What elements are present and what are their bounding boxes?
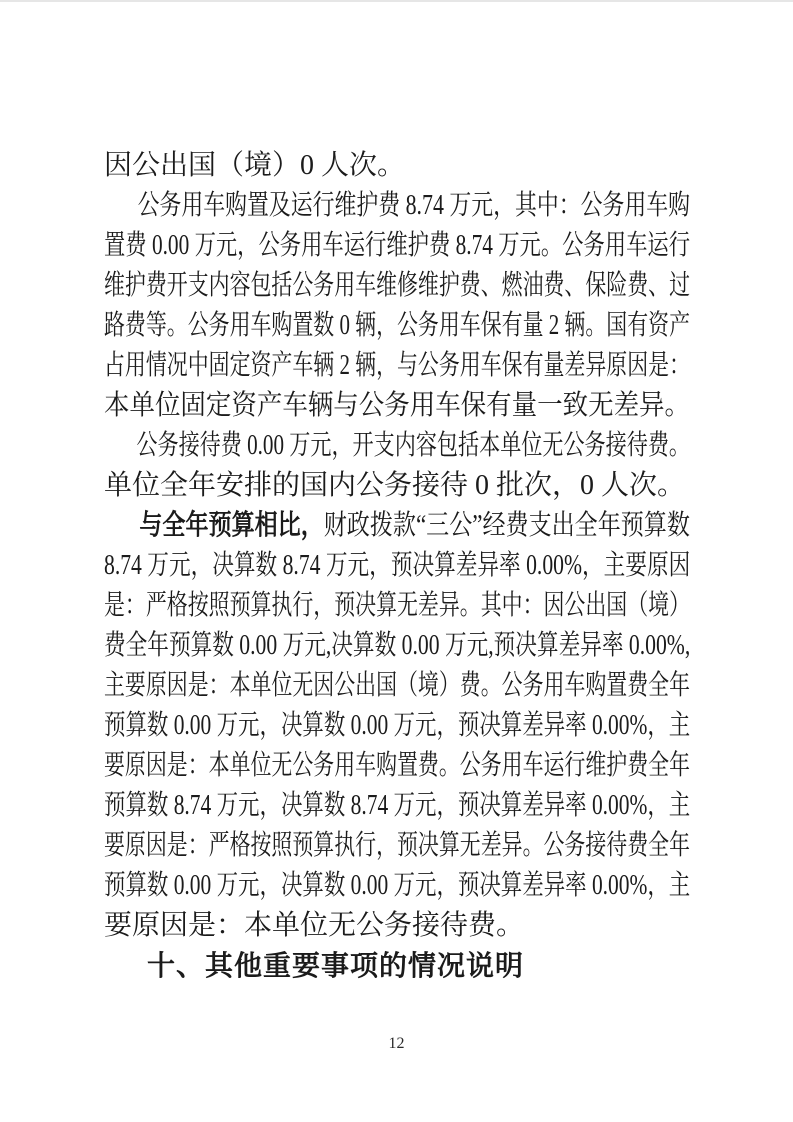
- text-line: 路费等。公务用车购置数 0 辆，公务用车保有量 2 辆。国有资产: [104, 310, 691, 341]
- text-line: 公务用车购置及运行维护费 8.74 万元，其中：公务用车购: [137, 190, 691, 221]
- text-line: 维护费开支内容包括公务用车维修维护费、燃油费、保险费、过: [104, 270, 691, 301]
- page-number: 12: [388, 1035, 405, 1052]
- text-line: 公务接待费 0.00 万元，开支内容包括本单位无公务接待费。: [136, 430, 691, 461]
- text-line: 要原因是：本单位无公务用车购置费。公务用车运行维护费全年: [104, 750, 691, 781]
- text-line: 预算数 0.00 万元，决算数 0.00 万元，预决算差异率 0.00%，主: [104, 710, 691, 741]
- text-line: 与全年预算相比，财政拨款“三公”经费支出全年预算数: [139, 510, 690, 541]
- text-line: 费全年预算数 0.00 万元,决算数 0.00 万元,预决算差异率 0.00%,: [104, 630, 691, 661]
- text-line: 占用情况中固定资产车辆 2 辆，与公务用车保有量差异原因是：: [104, 350, 691, 381]
- text-line: 要原因是：严格按照预算执行，预决算无差异。公务接待费全年: [104, 830, 691, 861]
- scan-edge-line: [0, 0, 793, 2]
- text-line: 要原因是：本单位无公务接待费。: [104, 910, 525, 941]
- text-line: 是：严格按照预算执行，预决算无差异。其中：因公出国（境）: [104, 590, 691, 621]
- document-body: [104, 146, 690, 986]
- text-line: 主要原因是：本单位无因公出国（境）费。公务用车购置费全年: [104, 670, 691, 701]
- text-line: 预算数 8.74 万元，决算数 8.74 万元，预决算差异率 0.00%，主: [104, 790, 691, 821]
- text-line: 8.74 万元，决算数 8.74 万元，预决算差异率 0.00%，主要原因: [104, 550, 691, 581]
- text-line: 单位全年安排的国内公务接待 0 批次，0 人次。: [104, 470, 686, 501]
- text-line: 本单位固定资产车辆与公务用车保有量一致无差异。: [104, 390, 691, 421]
- text-line: 预算数 0.00 万元，决算数 0.00 万元，预决算差异率 0.00%，主: [104, 870, 691, 901]
- text-line: 因公出国（境）0 人次。: [104, 150, 406, 181]
- bold-lead-text: 与全年预算相比，: [139, 510, 324, 541]
- text-line: 置费 0.00 万元，公务用车运行维护费 8.74 万元。公务用车运行: [104, 230, 691, 261]
- section-heading: 十、其他重要事项的情况说明: [147, 949, 525, 982]
